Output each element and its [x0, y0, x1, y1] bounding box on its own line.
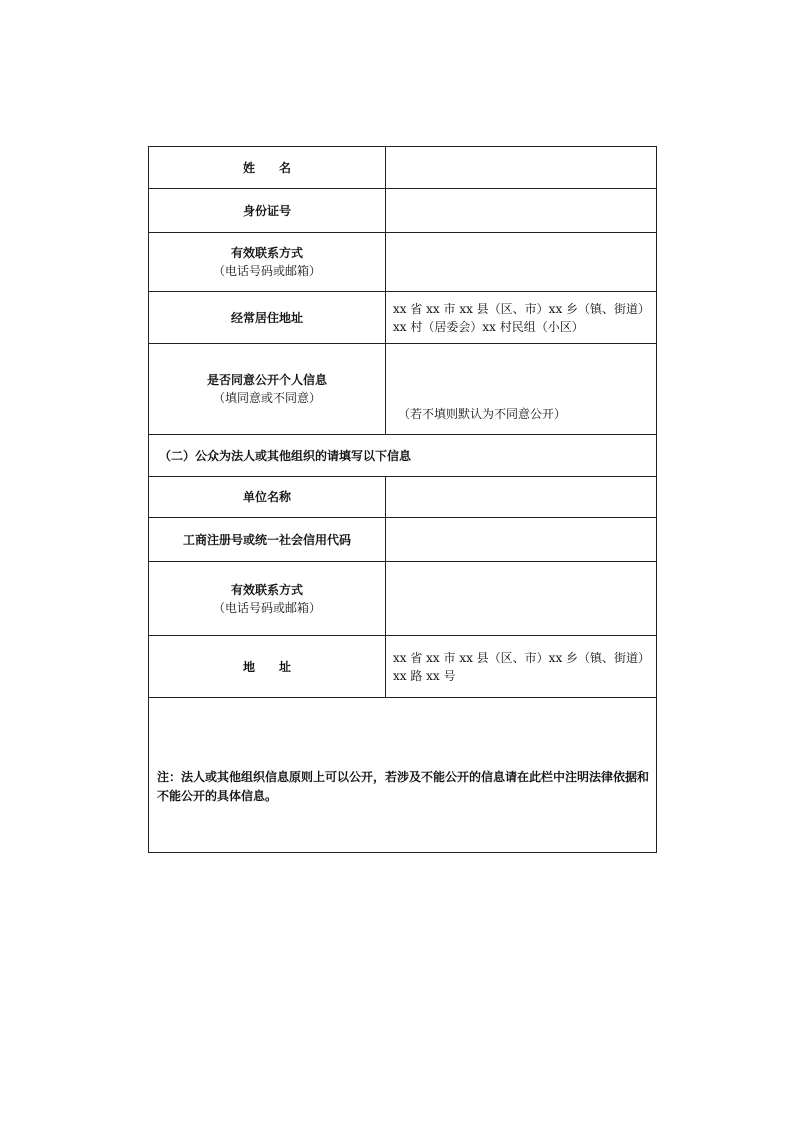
org-section-title: （二）公众为法人或其他组织的请填写以下信息	[159, 449, 412, 463]
address-row	[149, 292, 656, 344]
contact-field[interactable]	[386, 233, 656, 291]
consent-hint: （若不填则默认为不同意公开）	[398, 407, 567, 421]
id-number-field[interactable]	[386, 189, 656, 232]
org-address-label: 地 址	[149, 636, 386, 697]
note-row[interactable]	[149, 698, 656, 852]
name-field[interactable]	[386, 147, 656, 188]
org-address-row	[149, 636, 656, 698]
id-number-row	[149, 189, 656, 233]
name-label: 姓 名	[149, 147, 386, 188]
org-contact-label: 有效联系方式 （电话号码或邮箱）	[149, 562, 386, 635]
org-note: 注：法人或其他组织信息原则上可以公开，若涉及不能公开的信息请在此栏中注明法律依据和不能公开的具体信息。	[157, 770, 650, 803]
registration-label: 工商注册号或统一社会信用代码	[149, 518, 386, 561]
name-row	[149, 147, 656, 189]
consent-field[interactable]	[386, 344, 656, 434]
org-address-field[interactable]: xx 省 xx 市 xx 县（区、市）xx 乡（镇、街道） xx 路 xx 号	[393, 650, 651, 683]
address-field[interactable]: xx 省 xx 市 xx 县（区、市）xx 乡（镇、街道） xx 村（居委会）xx 村民组（小区）	[393, 301, 651, 334]
unit-name-row	[149, 477, 656, 518]
registration-field[interactable]	[386, 518, 656, 561]
registration-row	[149, 518, 656, 562]
address-label: 经常居住地址	[149, 292, 386, 343]
org-contact-row	[149, 562, 656, 636]
consent-row	[149, 344, 656, 435]
unit-name-field[interactable]	[386, 477, 656, 517]
contact-row	[149, 233, 656, 292]
id-number-label: 身份证号	[149, 189, 386, 232]
unit-name-label: 单位名称	[149, 477, 386, 517]
consent-label: 是否同意公开个人信息 （填同意或不同意）	[149, 344, 386, 434]
org-contact-field[interactable]	[386, 562, 656, 635]
application-form-table	[148, 146, 657, 853]
contact-label: 有效联系方式 （电话号码或邮箱）	[149, 233, 386, 291]
org-section-header	[149, 435, 656, 477]
